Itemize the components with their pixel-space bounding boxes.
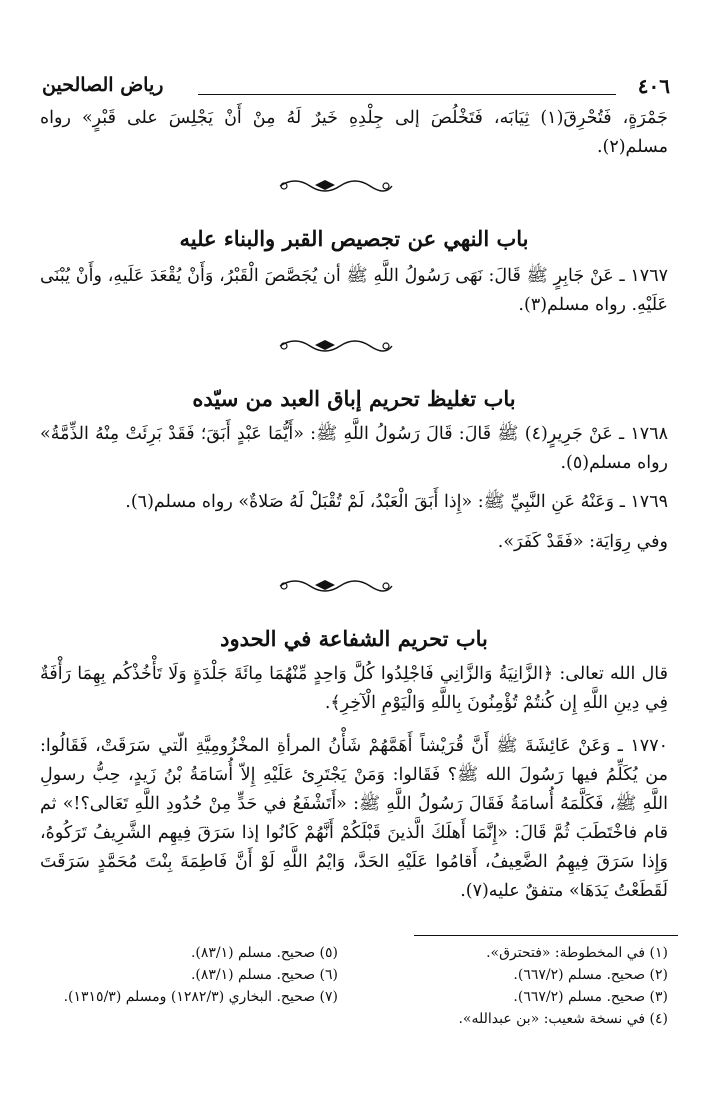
hadith-1769: ١٧٦٩ ـ وَعَنْهُ عَنِ النَّبِيِّ ﷺ: «إِذا أَبَقَ الْعَبْدُ، لَمْ تُقْبَلْ لَهُ صَلاةٌ» رواه مسلم(٦). [125,492,668,512]
book-title: رياض الصالحين [42,74,164,96]
footnote-7: (٧) صحيح. البخاري (١٢٨٢/٣) ومسلم (١٣١٥/٣). [63,989,338,1005]
footnote-6: (٦) صحيح. مسلم (٨٣/١). [190,967,338,983]
hadith-1770: ١٧٧٠ ـ وَعَنْ عَائِشَةَ ﷺ أَنَّ قُرَيْشاً أَهَمَّهُمْ شَأْنُ المرأةِ المخْزُومِيَّةِ الّتي سَرَقَتْ، فَقَالُوا: من يُكَلِّمُ فيها رَسُولَ الله ﷺ؟ فَقَالوا: وَمَنْ يَجْتَرِئ عَلَيْهِ إِلاّ أُسَامَةُ بْنُ زَيدٍ، حِبُّ رسولِ اللَّهِ ﷺ، فَكَلَّمَهُ أُسامَةُ فَقَالَ رَسُولُ اللَّهِ ﷺ: «أَتَشْفَعُ في حَدٍّ مِنْ حُدُودِ اللَّهِ تَعَالى؟!» ثم قام فاخْتَطَبَ ثُمَّ قَالَ: «إِنَّمَا أَهلَكَ الَّذينَ قَبْلَكُمْ أَنَّهُمْ كَانُوا إذا سَرَقَ فِيهِم الشَّرِيفُ تَرَكُوهُ، وَإِذا سَرَقَ فِيهِمُ الضَّعِيفُ، أَقامُوا عَلَيْهِ الحَدَّ، وَايْمُ اللَّهِ لَوْ أَنَّ فَاطِمَةَ بِنْتَ مُحَمَّدٍ سَرَقَتَ لَقَطَعْتُ يَدَهَا» متفقٌ عليه(٧). [40,736,668,901]
page-number: ٤٠٦ [637,74,670,98]
footnote-2: (٢) صحيح. مسلم (٦٦٧/٢). [513,967,668,983]
chapter-heading-intercession: باب تحريم الشفاعة في الحدود [220,626,488,651]
footnote-4: (٤) في نسخة شعيب: «بن عبدالله». [458,1011,668,1027]
ornament-divider [270,174,400,196]
footnote-1: (١) في المخطوطة: «فتحترق». [486,945,668,961]
ornament-divider [270,334,400,356]
page-header [28,72,680,104]
ornament-divider [270,574,400,596]
narration-variant: وفي رِوَايَة: «فَقَدْ كَفَرَ». [497,532,668,552]
header-rule [198,94,616,95]
chapter-heading-runaway-slave: باب تغليظ تحريم إباق العبد من سيّده [192,386,516,411]
paragraph-continuation: جَمْرَةٍ، فَتُحْرِقَ(١) ثِيَابَه، فَتَخْلُصَ إلى جِلْدِهِ خَيرٌ لَهُ مِنْ أَنْ يَجْلِسَ على قَبْرٍ» رواه مسلم(٢). [40,108,668,157]
footnote-separator [414,935,678,936]
chapter-heading-graves: باب النهي عن تجصيص القبر والبناء عليه [179,226,529,251]
footnote-5: (٥) صحيح. مسلم (٨٣/١). [190,945,338,961]
hadith-1767: ١٧٦٧ ـ عَنْ جَابِرٍ ﷺ قَالَ: نَهَى رَسُولُ اللَّهِ ﷺ أن يُجَصَّصَ الْقَبْرُ، وَأَنْ يُقْعَدَ عَلَيهِ، وأَنْ يُبْنَى عَلَيْهِ. رواه مسلم(٣). [40,266,668,315]
footnote-3: (٣) صحيح. مسلم (٦٦٧/٢). [513,989,668,1005]
hadith-1768: ١٧٦٨ ـ عَنْ جَرِيرٍ(٤) ﷺ قَالَ: قَالَ رَسُولُ اللَّهِ ﷺ: «أَيُّمَا عَبْدٍ أَبَقَ؛ فَقَدْ بَرِئَتْ مِنْهُ الذِّمَّةُ» رواه مسلم(٥). [40,424,668,473]
quran-verse: قال الله تعالى: ﴿الزَّانِيَةُ وَالزَّانِي فَاجْلِدُوا كُلَّ وَاحِدٍ مِّنْهُمَا مِائَةَ جَلْدَةٍ وَلَا تَأْخُذْكُم بِهِمَا رَأْفَةٌ فِي دِينِ اللَّهِ إِن كُنتُمْ تُؤْمِنُونَ بِاللَّهِ وَالْيَوْمِ الْآخِرِ﴾. [40,664,668,713]
